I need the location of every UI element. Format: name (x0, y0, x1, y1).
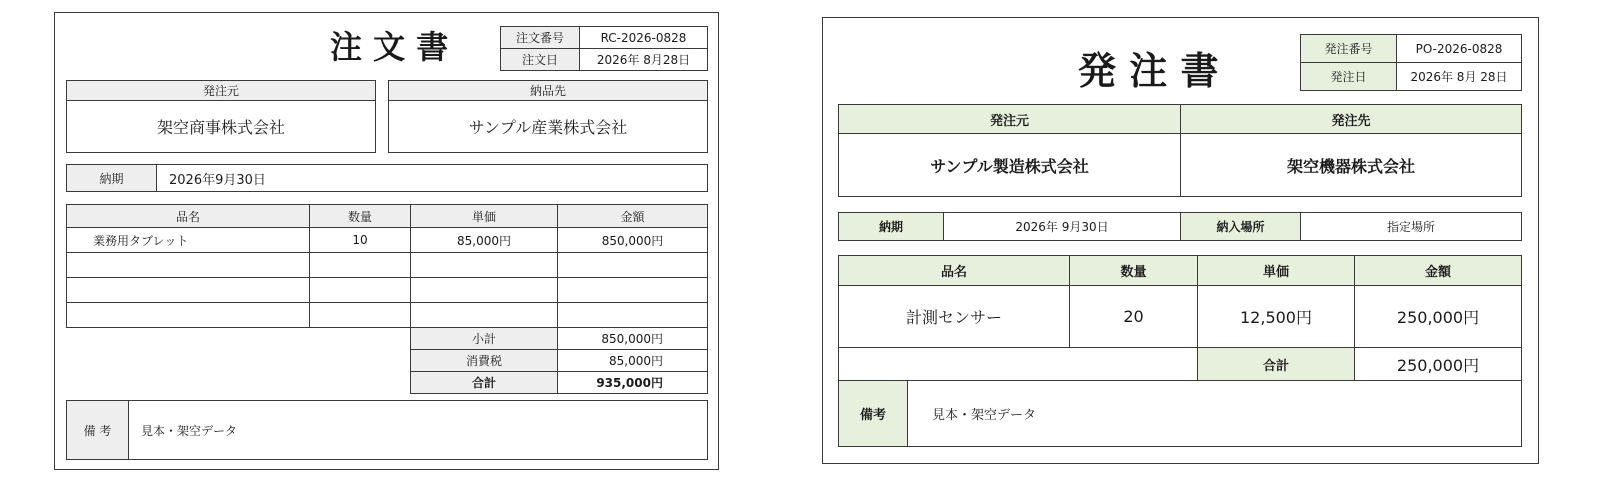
left-order-date-label: 注文日 (500, 48, 580, 71)
left-subtotal-value: 850,000円 (557, 327, 708, 350)
table-row-item: 業務用タブレット (66, 227, 310, 253)
empty-cell (410, 277, 558, 303)
left-tax-value: 85,000円 (557, 349, 708, 372)
empty-cell (309, 252, 411, 278)
table-row-item: 計測センサー (838, 285, 1070, 348)
table-row-qty: 10 (309, 227, 411, 253)
left-header-unit: 単価 (410, 204, 558, 228)
empty-cell (557, 277, 708, 303)
right-header-unit: 単価 (1197, 255, 1355, 286)
left-to-value: サンプル産業株式会社 (388, 100, 708, 153)
right-form-title: 発 注 書 (1078, 49, 1219, 93)
left-form-title: 注 文 書 (330, 28, 449, 66)
right-po-date-value: 2026年 8月 28日 (1396, 62, 1522, 91)
right-due-value: 2026年 9月30日 (943, 212, 1181, 241)
right-place-value: 指定場所 (1300, 212, 1522, 241)
empty-cell (557, 302, 708, 328)
left-from-value: 架空商事株式会社 (66, 100, 376, 153)
left-header-item: 品名 (66, 204, 310, 228)
left-total-value: 935,000円 (557, 371, 708, 394)
right-po-number-label: 発注番号 (1300, 34, 1397, 63)
right-remarks-value: 見本・架空データ (907, 380, 1522, 447)
right-header-amount: 金額 (1354, 255, 1522, 286)
empty-cell (410, 252, 558, 278)
left-total-label: 合計 (410, 371, 558, 394)
left-due-value: 2026年9月30日 (156, 164, 708, 192)
right-to-label: 発注先 (1180, 104, 1522, 134)
empty-cell (309, 277, 411, 303)
left-tax-label: 消費税 (410, 349, 558, 372)
empty-cell (557, 252, 708, 278)
empty-cell (410, 302, 558, 328)
left-remarks-value: 見本・架空データ (128, 400, 708, 460)
left-remarks-label: 備 考 (66, 400, 129, 460)
right-to-value: 架空機器株式会社 (1180, 133, 1522, 197)
right-from-label: 発注元 (838, 104, 1181, 134)
right-total-value: 250,000円 (1354, 347, 1522, 381)
right-total-label: 合計 (1197, 347, 1355, 381)
left-to-label: 納品先 (388, 80, 708, 101)
left-header-qty: 数量 (309, 204, 411, 228)
empty-cell (838, 347, 1198, 381)
left-header-amount: 金額 (557, 204, 708, 228)
left-due-label: 納期 (66, 164, 157, 192)
right-due-label: 納期 (838, 212, 944, 241)
right-po-number-value: PO-2026-0828 (1396, 34, 1522, 63)
table-row-amount: 850,000円 (557, 227, 708, 253)
empty-cell (66, 302, 310, 328)
right-from-value: サンプル製造株式会社 (838, 133, 1181, 197)
right-place-label: 納入場所 (1180, 212, 1301, 241)
left-from-label: 発注元 (66, 80, 376, 101)
table-row-amount: 250,000円 (1354, 285, 1522, 348)
empty-cell (66, 252, 310, 278)
right-po-date-label: 発注日 (1300, 62, 1397, 91)
empty-cell (309, 302, 411, 328)
table-row-unit: 12,500円 (1197, 285, 1355, 348)
left-subtotal-label: 小計 (410, 327, 558, 350)
table-row-qty: 20 (1069, 285, 1198, 348)
right-header-qty: 数量 (1069, 255, 1198, 286)
right-remarks-label: 備考 (838, 380, 908, 447)
empty-cell (66, 277, 310, 303)
left-order-date-value: 2026年 8月28日 (579, 48, 708, 71)
left-order-number-value: RC-2026-0828 (579, 26, 708, 49)
left-order-number-label: 注文番号 (500, 26, 580, 49)
right-header-item: 品名 (838, 255, 1070, 286)
table-row-unit: 85,000円 (410, 227, 558, 253)
